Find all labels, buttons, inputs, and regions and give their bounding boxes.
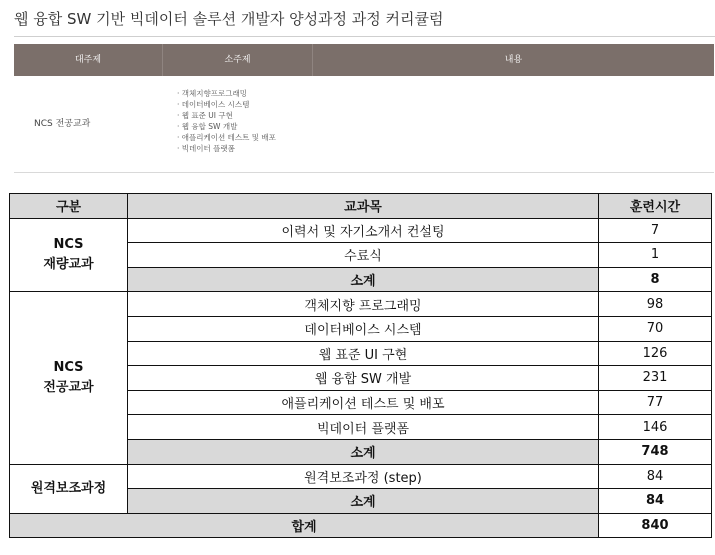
subtotal-hours: 8 (599, 267, 712, 292)
total-label: 합계 (10, 513, 599, 538)
summary-header-main-topic: 대주제 (74, 55, 102, 65)
summary-table-header (14, 44, 714, 76)
header-course: 교과목 (128, 194, 599, 219)
title-divider (14, 36, 715, 37)
summary-item: · 객체지향프로그래밍 (177, 88, 276, 99)
course-name: 웹 융합 SW 개발 (128, 366, 599, 391)
course-hours: 1 (599, 243, 712, 268)
course-hours: 146 (599, 415, 712, 440)
summary-item: · 데이터베이스 시스템 (177, 99, 276, 110)
course-name: 빅데이터 플랫폼 (128, 415, 599, 440)
header-category: 구분 (10, 194, 128, 219)
group-label-ncs-elective: NCS 재량교과 (10, 218, 128, 292)
total-hours: 840 (599, 513, 712, 538)
header-hours: 훈련시간 (599, 194, 712, 219)
course-name: 데이터베이스 시스템 (128, 316, 599, 341)
course-hours: 84 (599, 464, 712, 489)
curriculum-header-row (10, 194, 712, 219)
course-hours: 126 (599, 341, 712, 366)
subtotal-label: 소계 (128, 489, 599, 514)
course-hours: 98 (599, 292, 712, 317)
course-hours: 231 (599, 366, 712, 391)
summary-item: · 웹 표준 UI 구현 (177, 110, 276, 121)
subtotal-label: 소계 (128, 439, 599, 464)
summary-item: · 애플리케이션 테스트 및 배포 (177, 132, 276, 143)
course-hours: 77 (599, 390, 712, 415)
course-name: 이력서 및 자기소개서 컨설팅 (128, 218, 599, 243)
summary-header-content: 내용 (312, 44, 714, 76)
course-name: 애플리케이션 테스트 및 배포 (128, 390, 599, 415)
course-name: 객체지향 프로그래밍 (128, 292, 599, 317)
course-name: 원격보조과정 (step) (128, 464, 599, 489)
table-row (10, 464, 712, 489)
summary-item-list (177, 88, 276, 154)
course-hours: 7 (599, 218, 712, 243)
total-row (10, 513, 712, 538)
summary-table-body (14, 76, 714, 173)
table-row (10, 218, 712, 243)
subtotal-hours: 748 (599, 439, 712, 464)
summary-category: NCS 전공교과 (34, 119, 91, 129)
page-title: 웹 융합 SW 기반 빅데이터 솔루션 개발자 양성과정 과정 커리큘럼 (14, 10, 444, 28)
subtotal-label: 소계 (128, 267, 599, 292)
course-name: 웹 표준 UI 구현 (128, 341, 599, 366)
summary-item: · 웹 융합 SW 개발 (177, 121, 276, 132)
table-row (10, 292, 712, 317)
course-name: 수료식 (128, 243, 599, 268)
summary-item: · 빅데이터 플랫폼 (177, 143, 276, 154)
group-label-ncs-major: NCS 전공교과 (10, 292, 128, 464)
course-hours: 70 (599, 316, 712, 341)
subtotal-hours: 84 (599, 489, 712, 514)
summary-header-sub-topic: 소주제 (162, 44, 312, 76)
group-label-remote: 원격보조과정 (10, 464, 128, 513)
curriculum-table (9, 193, 712, 538)
